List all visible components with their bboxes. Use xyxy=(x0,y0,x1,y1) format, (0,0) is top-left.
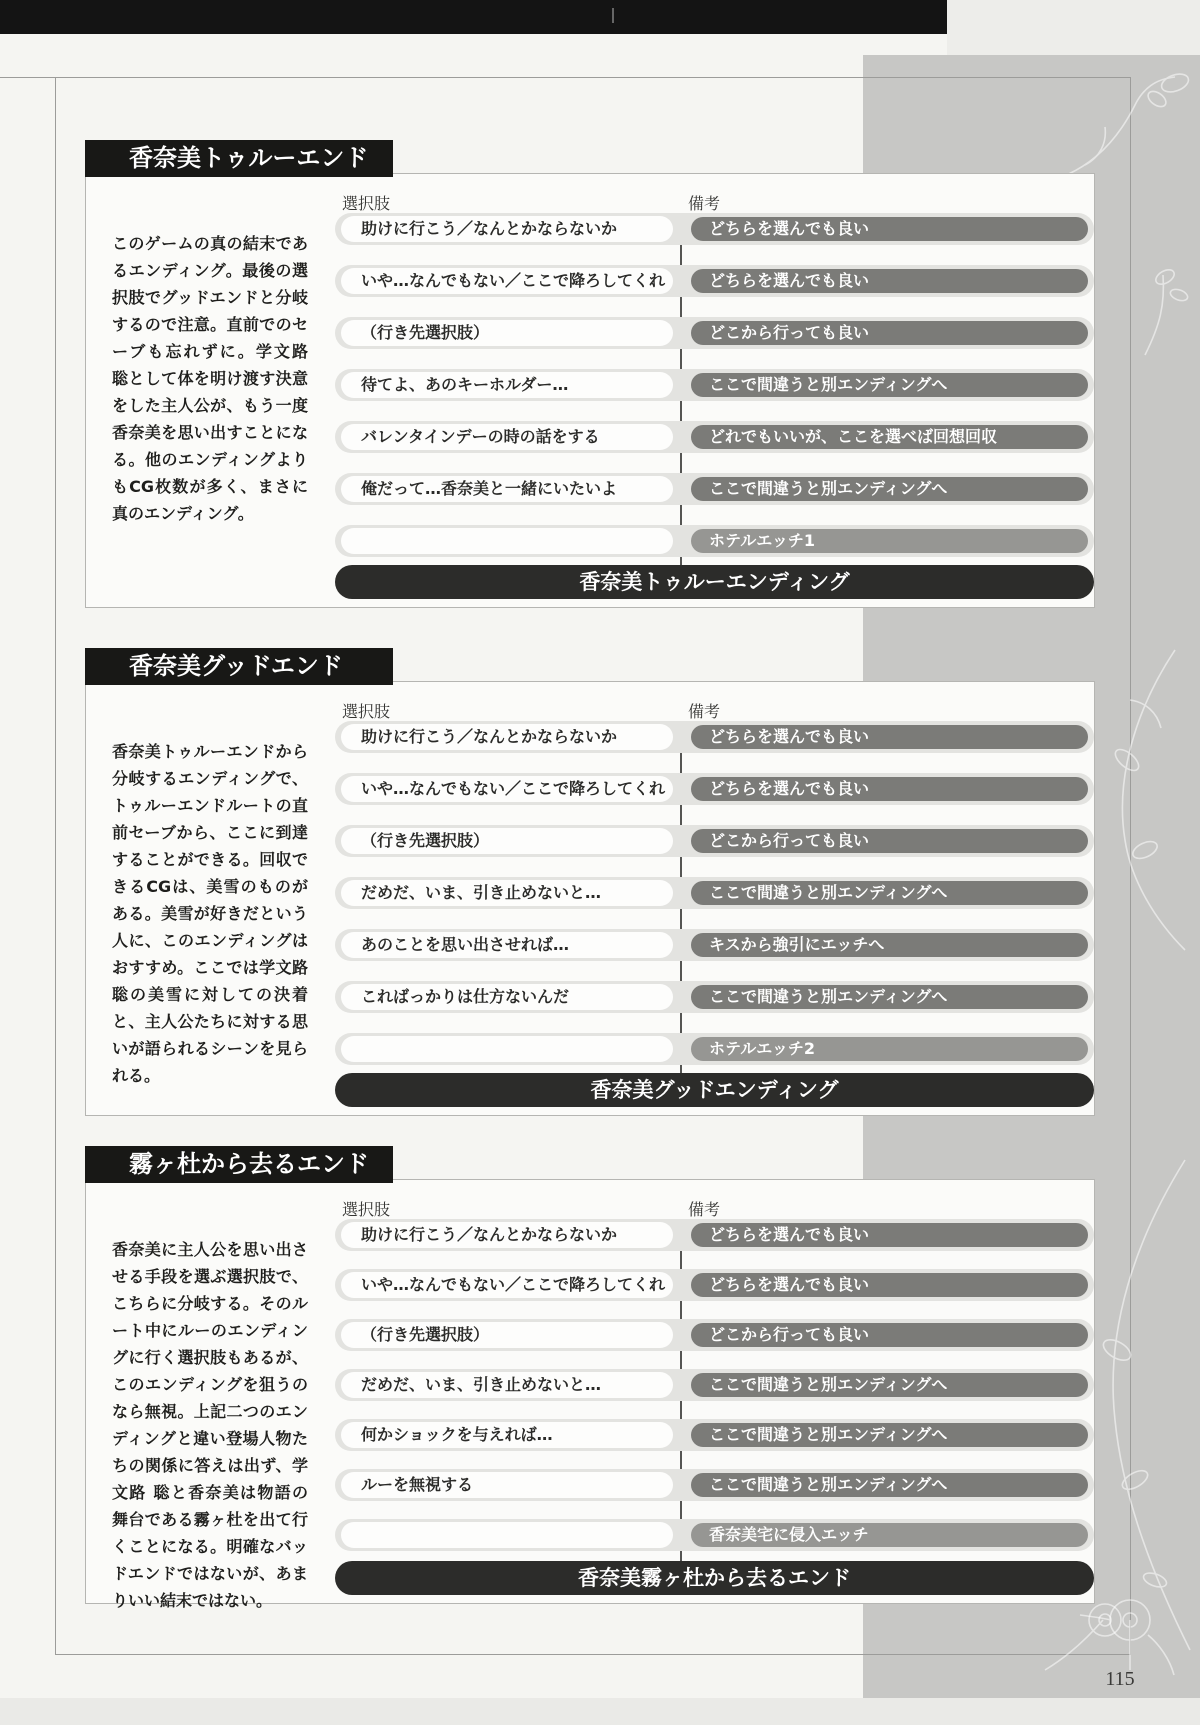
flow-connector xyxy=(680,1065,682,1073)
flow-connector xyxy=(680,453,682,473)
note-pill: どちらを選んでも良い xyxy=(691,1223,1088,1247)
flow-connector xyxy=(680,1013,682,1033)
choice-pill: いや…なんでもない／ここで降ろしてくれ xyxy=(341,776,673,802)
choice-pill: いや…なんでもない／ここで降ろしてくれ xyxy=(341,268,673,294)
section-kanami-good-end xyxy=(85,652,1095,1116)
flow-row xyxy=(335,1269,1094,1301)
top-bar-tick xyxy=(612,8,614,23)
column-header-choices: 選択肢 xyxy=(342,1200,391,1219)
flow-connector xyxy=(680,805,682,825)
choice-pill-empty xyxy=(341,528,673,554)
section-description: 香奈美に主人公を思い出させる手段を選ぶ選択肢で、こちらに分岐する。そのルート中にルーのエンディングに行く選択肢もあるが、このエンディングを狙うのなら無視。上記二つのエンディングと違い登場人物たちの関係に答えは出ず、学文路 聡と香奈美は物語の舞台である霧ヶ杜を出て行くことになる。明確なバッドエンドではないが、あまりいい結末ではない。 xyxy=(112,1240,308,1610)
flow-row xyxy=(335,1033,1094,1065)
section-title-bar: 香奈美トゥルーエンド xyxy=(85,140,393,177)
note-pill: どちらを選んでも良い xyxy=(691,269,1088,293)
flow-connector xyxy=(680,961,682,981)
flow-row xyxy=(335,213,1094,245)
column-header-choices: 選択肢 xyxy=(342,702,391,721)
note-pill: どこから行っても良い xyxy=(691,1323,1088,1347)
flow-connector xyxy=(680,1401,682,1419)
content-frame-top-line xyxy=(0,77,55,78)
page-number: 115 xyxy=(1105,1668,1135,1690)
flow-row xyxy=(335,1519,1094,1551)
flow-row xyxy=(335,721,1094,753)
note-pill: どちらを選んでも良い xyxy=(691,217,1088,241)
choice-pill: バレンタインデーの時の話をする xyxy=(341,424,673,450)
flow-connector xyxy=(680,1351,682,1369)
flow-row xyxy=(335,981,1094,1013)
flow-row xyxy=(335,1319,1094,1351)
note-pill: どちらを選んでも良い xyxy=(691,777,1088,801)
note-pill: キスから強引にエッチへ xyxy=(691,933,1088,957)
choice-pill-empty xyxy=(341,1036,673,1062)
flow-connector xyxy=(680,505,682,525)
flow-connector xyxy=(680,1551,682,1561)
flow-row xyxy=(335,369,1094,401)
section-kanami-true-end xyxy=(85,144,1095,608)
section-title-bar: 香奈美グッドエンド xyxy=(85,648,393,685)
flow-connector xyxy=(680,557,682,565)
ending-bar: 香奈美グッドエンディング xyxy=(335,1073,1094,1107)
flow-row xyxy=(335,265,1094,297)
flow-row xyxy=(335,1369,1094,1401)
flow-row xyxy=(335,1219,1094,1251)
section-description: このゲームの真の結末であるエンディング。最後の選択肢でグッドエンドと分岐するので注意。直前でのセーブも忘れずに。学文路 聡として体を明け渡す決意をした主人公が、もう一度香奈美を思い出すことになる。他のエンディングよりもCG枚数が多く、まさに真のエンディング。 xyxy=(112,234,308,523)
section-title-bar: 霧ヶ杜から去るエンド xyxy=(85,1146,393,1183)
choice-pill: だめだ、いま、引き止めないと… xyxy=(341,880,673,906)
note-pill: どれでもいいが、ここを選べば回想回収 xyxy=(691,425,1088,449)
flow-connector xyxy=(680,401,682,421)
note-pill: どこから行っても良い xyxy=(691,321,1088,345)
flow-connector xyxy=(680,1451,682,1469)
column-header-notes: 備考 xyxy=(688,194,721,213)
choice-pill: だめだ、いま、引き止めないと… xyxy=(341,1372,673,1398)
choice-pill: 助けに行こう／なんとかならないか xyxy=(341,724,673,750)
choice-pill: あのことを思い出させれば… xyxy=(341,932,673,958)
choice-pill: （行き先選択肢） xyxy=(341,828,673,854)
choice-pill: ルーを無視する xyxy=(341,1472,673,1498)
choice-pill: こればっかりは仕方ないんだ xyxy=(341,984,673,1010)
flow-connector xyxy=(680,909,682,929)
flow-row xyxy=(335,929,1094,961)
flow-row xyxy=(335,877,1094,909)
note-pill: どちらを選んでも良い xyxy=(691,725,1088,749)
flow-row xyxy=(335,1469,1094,1501)
note-pill: どこから行っても良い xyxy=(691,829,1088,853)
flow-connector xyxy=(680,245,682,265)
flow-connector xyxy=(680,297,682,317)
flow-connector xyxy=(680,753,682,773)
ending-bar: 香奈美霧ヶ杜から去るエンド xyxy=(335,1561,1094,1595)
flow-connector xyxy=(680,1251,682,1269)
ending-bar: 香奈美トゥルーエンディング xyxy=(335,565,1094,599)
section-leave-kirigamori-end xyxy=(85,1150,1095,1610)
note-pill: ここで間違うと別エンディングへ xyxy=(691,1423,1088,1447)
note-pill: ここで間違うと別エンディングへ xyxy=(691,1373,1088,1397)
flow-row xyxy=(335,825,1094,857)
note-pill: ここで間違うと別エンディングへ xyxy=(691,1473,1088,1497)
flow-row xyxy=(335,473,1094,505)
choice-pill: いや…なんでもない／ここで降ろしてくれ xyxy=(341,1272,673,1298)
flow-row xyxy=(335,317,1094,349)
choice-pill: （行き先選択肢） xyxy=(341,320,673,346)
column-header-notes: 備考 xyxy=(688,1200,721,1219)
flow-row xyxy=(335,421,1094,453)
note-pill: ここで間違うと別エンディングへ xyxy=(691,373,1088,397)
flow-connector xyxy=(680,1301,682,1319)
choice-pill: 助けに行こう／なんとかならないか xyxy=(341,1222,673,1248)
note-pill-reward: ホテルエッチ2 xyxy=(691,1037,1088,1061)
choice-pill: 待てよ、あのキーホルダー… xyxy=(341,372,673,398)
note-pill: ここで間違うと別エンディングへ xyxy=(691,985,1088,1009)
flow-row xyxy=(335,773,1094,805)
flow-row xyxy=(335,525,1094,557)
top-black-bar xyxy=(0,0,947,34)
note-pill-reward: ホテルエッチ1 xyxy=(691,529,1088,553)
section-description: 香奈美トゥルーエンドから分岐するエンディングで、トゥルーエンドルートの直前セーブから、ここに到達することができる。回収できるCGは、美雪のものがある。美雪が好きだという人に、このエンディングはおすすめ。ここでは学文路 聡の美雪に対しての決着と、主人公たちに対する思いが語られるシーンを見られる。 xyxy=(112,742,308,1085)
top-right-strip xyxy=(947,0,1200,55)
note-pill: ここで間違うと別エンディングへ xyxy=(691,477,1088,501)
bottom-page-strip xyxy=(0,1698,1200,1725)
note-pill-reward: 香奈美宅に侵入エッチ xyxy=(691,1523,1088,1547)
flow-row xyxy=(335,1419,1094,1451)
choice-pill: （行き先選択肢） xyxy=(341,1322,673,1348)
flow-connector xyxy=(680,857,682,877)
choice-pill: 何かショックを与えれば… xyxy=(341,1422,673,1448)
note-pill: ここで間違うと別エンディングへ xyxy=(691,881,1088,905)
choice-pill: 俺だって…香奈美と一緒にいたいよ xyxy=(341,476,673,502)
choice-pill: 助けに行こう／なんとかならないか xyxy=(341,216,673,242)
column-header-notes: 備考 xyxy=(688,702,721,721)
choice-pill-empty xyxy=(341,1522,673,1548)
flow-connector xyxy=(680,349,682,369)
floral-decoration xyxy=(1135,265,1195,360)
flow-connector xyxy=(680,1501,682,1519)
note-pill: どちらを選んでも良い xyxy=(691,1273,1088,1297)
column-header-choices: 選択肢 xyxy=(342,194,391,213)
